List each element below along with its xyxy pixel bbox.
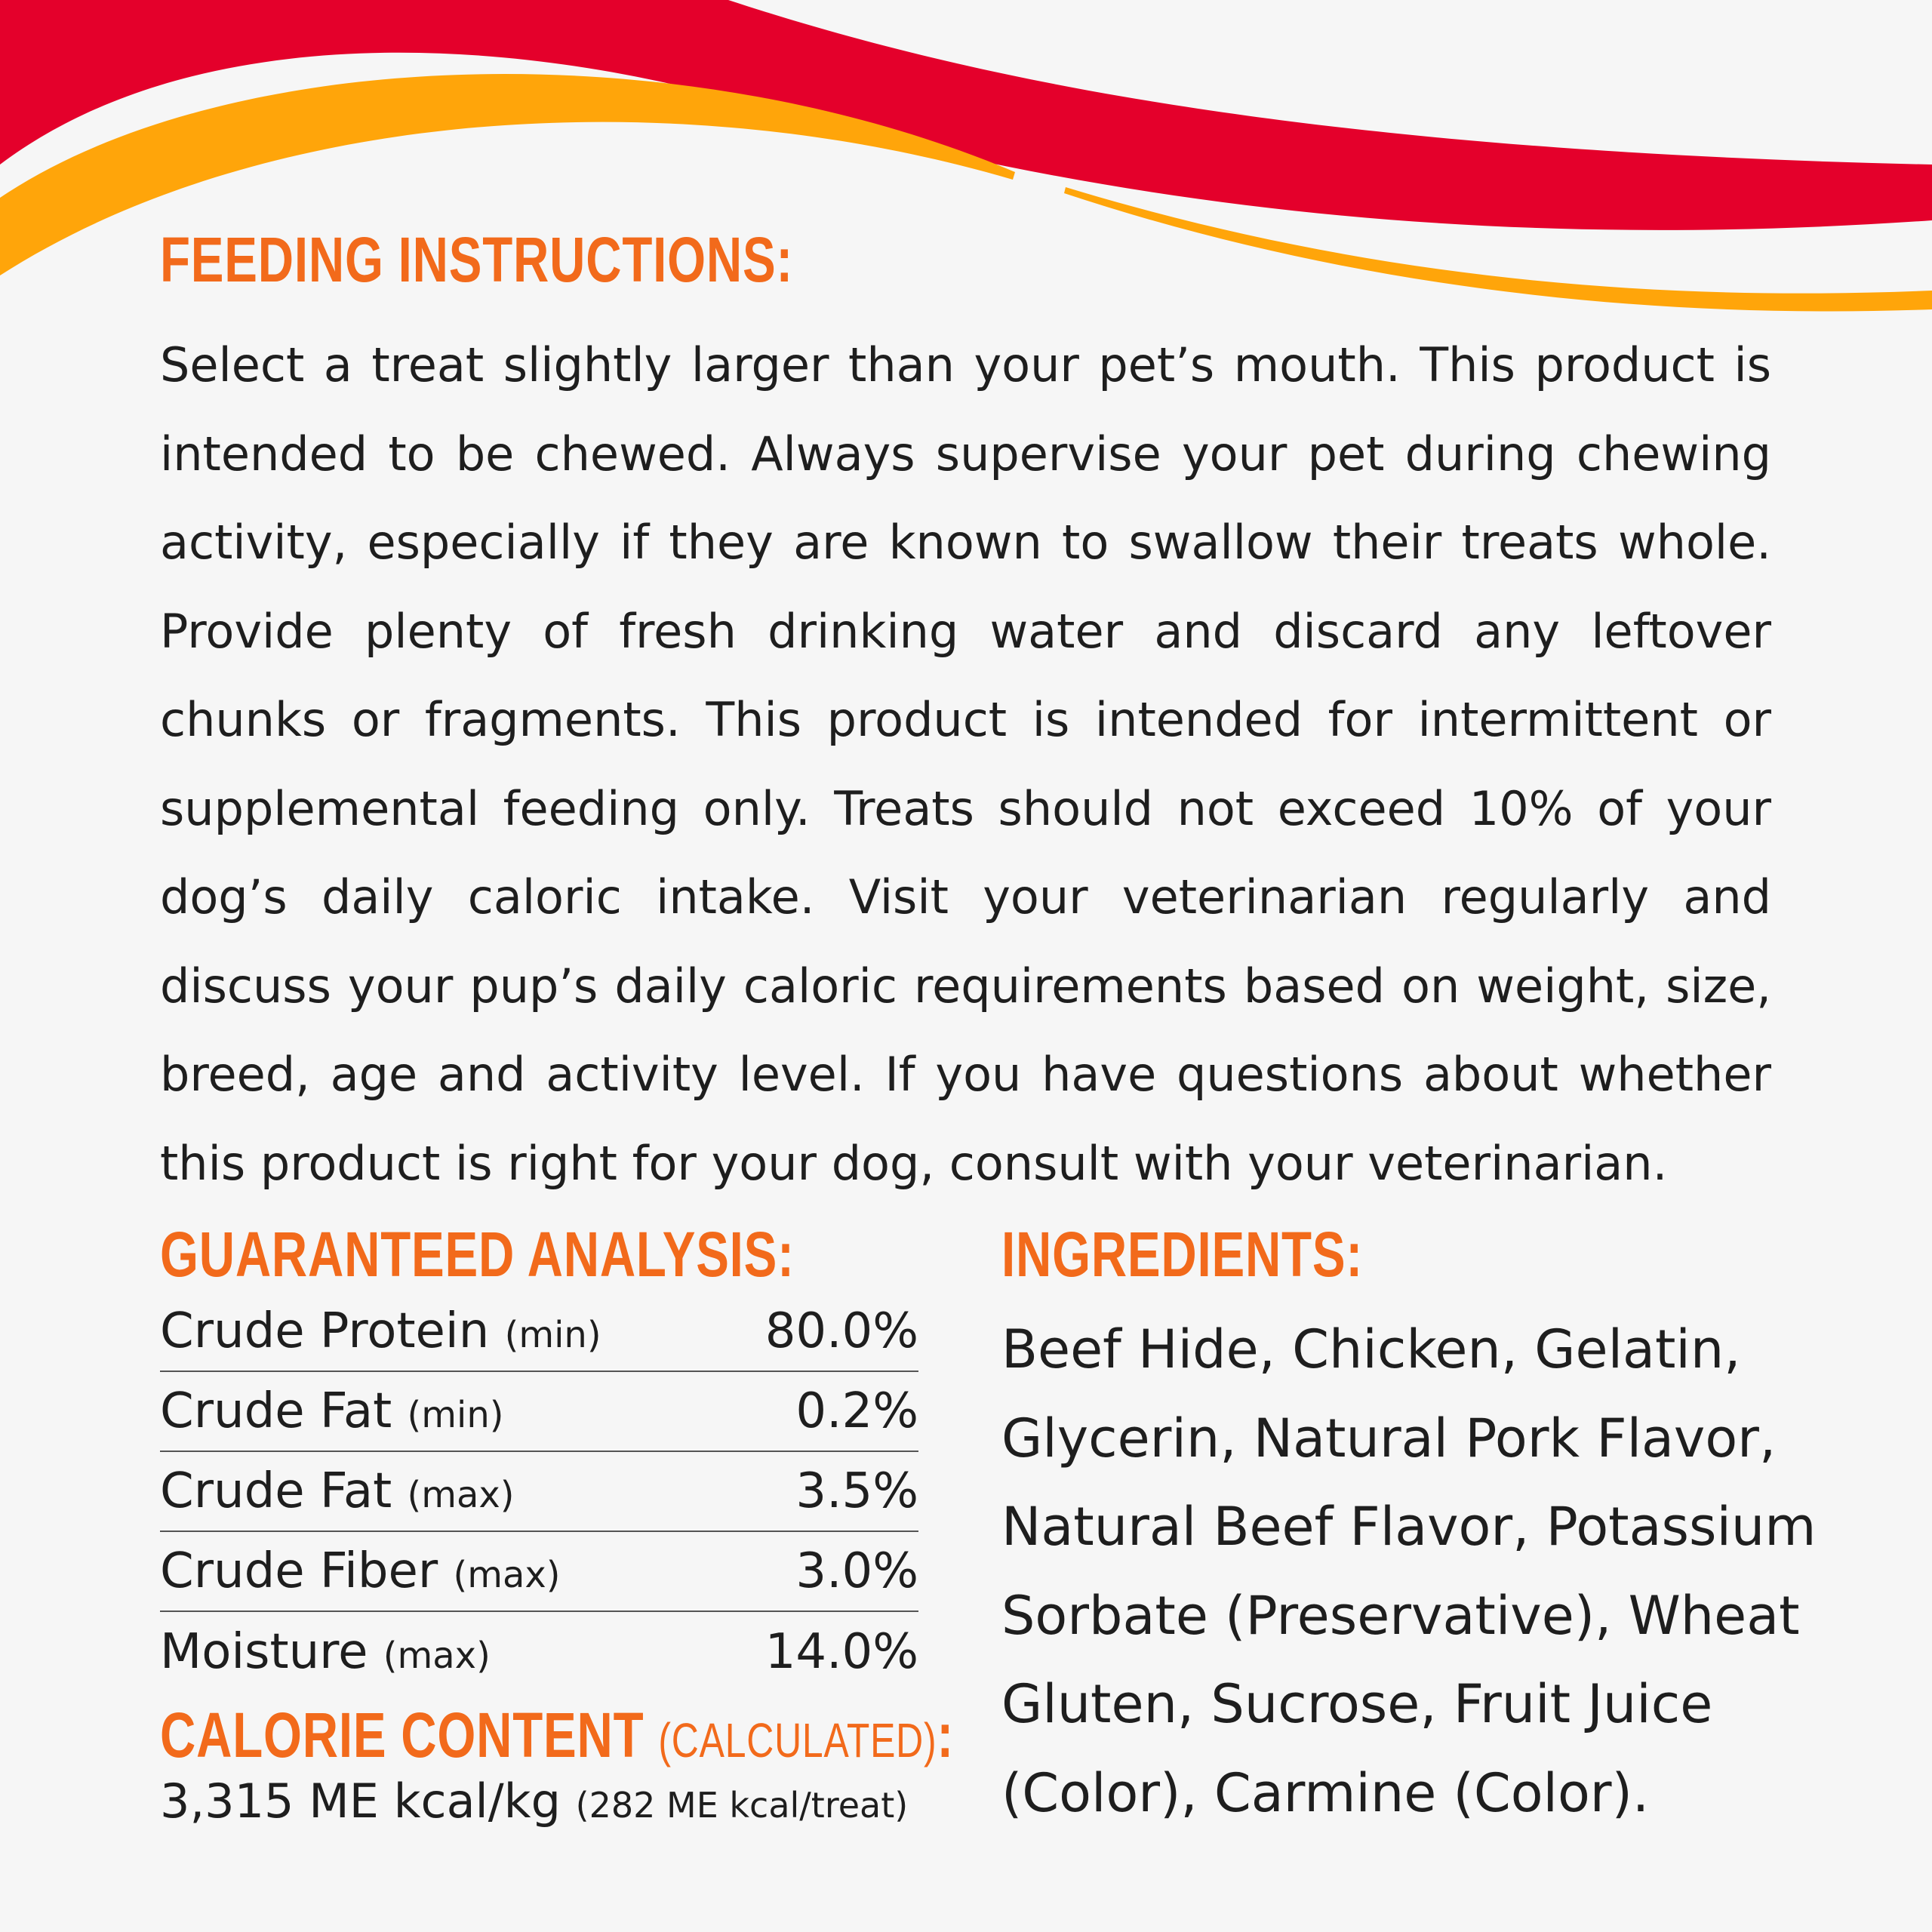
guaranteed-analysis-table	[160, 1292, 918, 1692]
calorie-content-heading: CALORIE CONTENT (CALCULATED):	[160, 1700, 955, 1770]
calorie-per-kg: 3,315 ME kcal/kg	[160, 1774, 561, 1829]
feeding-instructions-text: Select a treat slightly larger than your pet’s mouth. This product is intended to be chewed. Always supervise your pet during chewing activity, especially if they are known to swallow their treats whole. Provide plenty of fresh drinking water and discard any leftover chunks or fragments. This product is intended for intermittent or supplemental feeding only. Treats should not exceed 10% of your dog’s daily caloric intake. Visit your veterinarian regularly and discuss your pup’s daily caloric requirements based on weight, size, breed, age and activity level. If you have questions about whether this product is right for your dog, consult with your veterinarian.	[160, 337, 1771, 1191]
calorie-content-text	[160, 1774, 908, 1829]
nutrient-qualifier: (max)	[453, 1554, 561, 1596]
nutrient-value: 80.0%	[764, 1303, 918, 1359]
calorie-calculated-note: (CALCULATED)	[658, 1713, 937, 1767]
nutrient-label: Crude Protein (min)	[160, 1303, 601, 1359]
nutrient-value: 0.2%	[795, 1383, 918, 1439]
nutrient-value: 3.0%	[795, 1543, 918, 1599]
nutrient-qualifier: (max)	[383, 1635, 491, 1677]
ingredients-heading: INGREDIENTS:	[1001, 1219, 1363, 1290]
nutrient-qualifier: (max)	[407, 1474, 515, 1516]
nutrient-label: Crude Fat (min)	[160, 1383, 504, 1439]
nutrient-qualifier: (min)	[504, 1314, 601, 1356]
table-row	[160, 1292, 918, 1372]
table-row	[160, 1612, 918, 1692]
nutrient-label: Moisture (max)	[160, 1624, 491, 1680]
calorie-per-treat: (282 ME kcal/treat)	[575, 1785, 909, 1826]
ingredients-text: Beef Hide, Chicken, Gelatin, Glycerin, Natural Pork Flavor, Natural Beef Flavor, Potassium Sorbate (Preservative), Wheat Gluten, Sucrose, Fruit Juice (Color), Carmine (Color).	[1001, 1318, 1817, 1824]
table-row	[160, 1452, 918, 1532]
nutrient-label: Crude Fiber (max)	[160, 1543, 561, 1599]
feeding-instructions-heading: FEEDING INSTRUCTIONS:	[160, 224, 794, 295]
guaranteed-analysis-heading: GUARANTEED ANALYSIS:	[160, 1219, 795, 1290]
nutrient-value: 3.5%	[795, 1463, 918, 1519]
nutrient-label: Crude Fat (max)	[160, 1463, 515, 1519]
nutrient-qualifier: (min)	[407, 1394, 504, 1436]
nutrient-value: 14.0%	[764, 1624, 918, 1680]
table-row	[160, 1532, 918, 1612]
table-row	[160, 1372, 918, 1452]
